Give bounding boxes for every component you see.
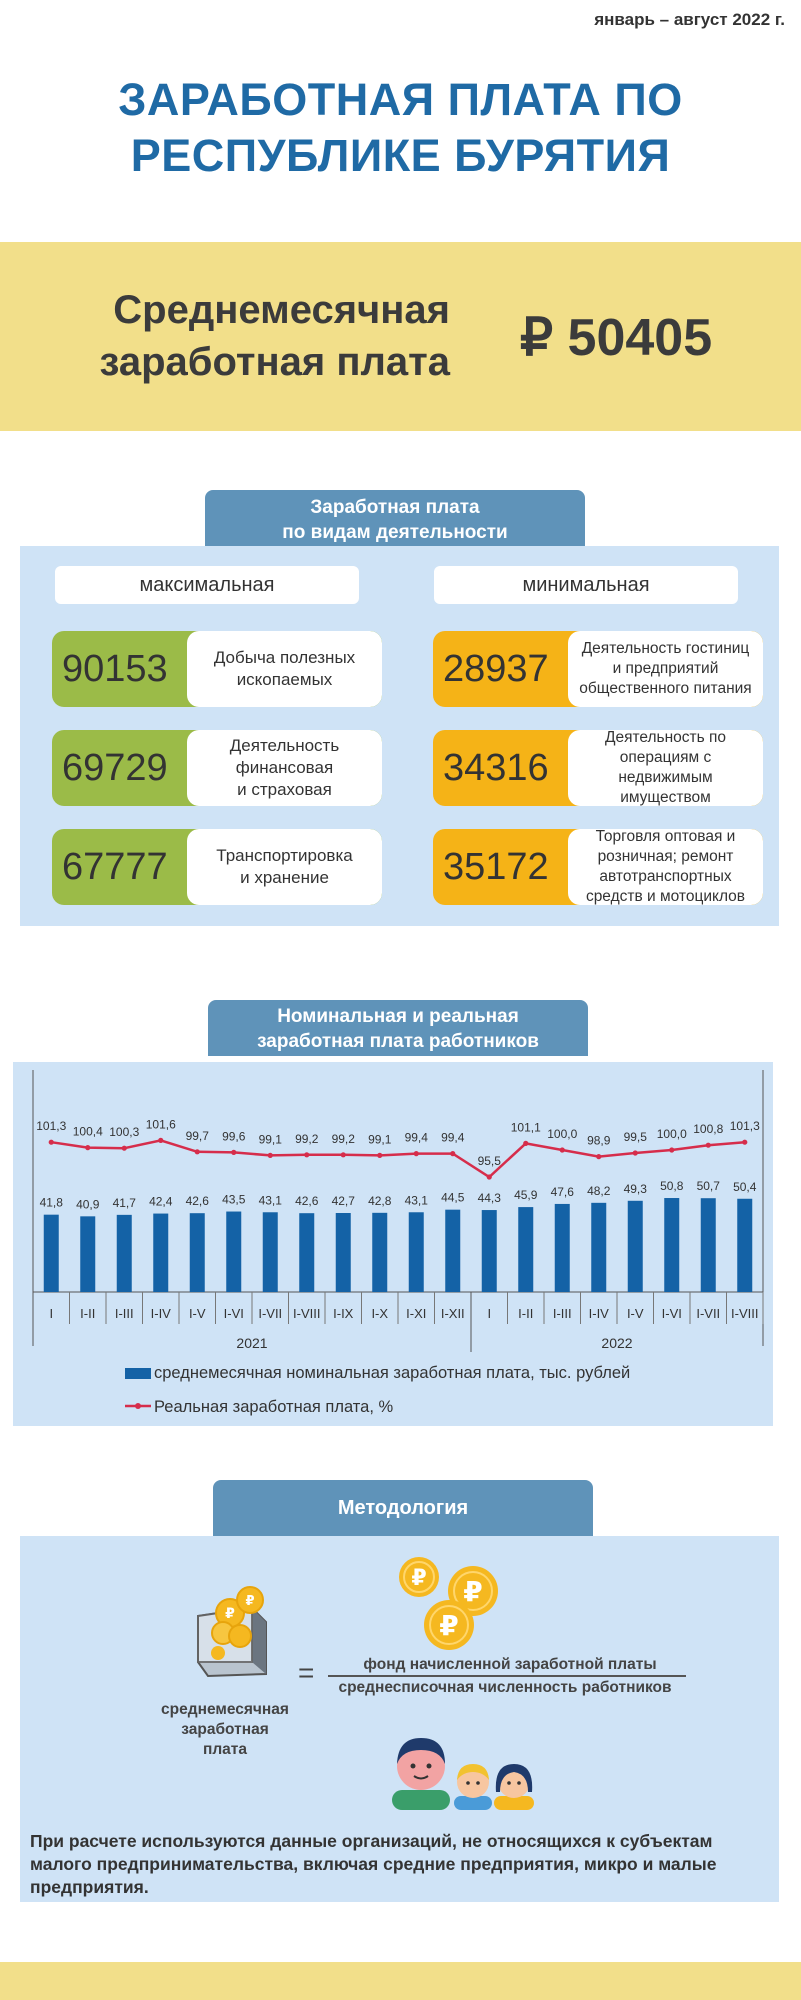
x-tick-label: I-II <box>80 1306 96 1321</box>
x-tick-label: I-X <box>371 1306 389 1321</box>
activity-tab-line2: по видам деятельности <box>282 522 508 543</box>
real-wage-point <box>669 1147 674 1152</box>
nominal-wage-bar <box>336 1213 351 1292</box>
max-salary-activity <box>187 631 382 707</box>
salary-chart <box>13 1062 773 1426</box>
chart-tab-line2: заработная плата работников <box>257 1031 539 1052</box>
x-tick-label: I-IV <box>150 1306 171 1321</box>
equals-sign: = <box>298 1657 315 1688</box>
svg-text:₽: ₽ <box>411 1566 427 1591</box>
activity-text-line: Транспортировка <box>216 846 353 865</box>
average-salary-label-line1: Среднемесячная <box>113 288 450 332</box>
x-tick-label: I-XII <box>440 1306 465 1321</box>
nominal-wage-label: 50,4 <box>733 1179 757 1194</box>
nominal-wage-bar <box>117 1215 132 1292</box>
page-title <box>0 72 801 184</box>
activity-text-line: Деятельность <box>229 736 340 755</box>
real-wage-label: 99,7 <box>185 1128 209 1143</box>
chart-tab-line1: Номинальная и реальная <box>277 1006 519 1027</box>
nominal-wage-label: 50,8 <box>660 1179 684 1194</box>
real-wage-label: 100,0 <box>547 1127 578 1141</box>
nominal-wage-bar <box>226 1212 241 1292</box>
nominal-wage-bar <box>409 1212 424 1292</box>
nominal-wage-bar <box>628 1201 643 1292</box>
methodology-tab: Методология <box>213 1480 593 1536</box>
legend-line-label: Реальная заработная плата, % <box>154 1398 394 1416</box>
x-tick-label: I-VII <box>696 1306 721 1321</box>
real-wage-point <box>414 1151 419 1156</box>
real-wage-label: 101,3 <box>36 1119 67 1134</box>
real-wage-label: 101,1 <box>510 1120 541 1135</box>
real-wage-point <box>706 1143 711 1148</box>
min-salary-card <box>433 730 763 806</box>
average-salary-label <box>50 284 450 388</box>
activity-text-line: Добыча полезных <box>213 648 356 667</box>
min-salary-activity <box>568 730 763 806</box>
nominal-wage-bar <box>445 1210 460 1292</box>
max-column-header: максимальная <box>55 566 359 604</box>
activity-text-line: общественного питания <box>579 680 752 697</box>
x-tick-label: I-V <box>626 1306 644 1321</box>
real-wage-point <box>377 1153 382 1158</box>
real-wage-point <box>304 1152 309 1157</box>
nominal-wage-label: 42,8 <box>368 1193 392 1208</box>
activity-text-line: и хранение <box>240 868 329 887</box>
activity-text-line: средств и мотоциклов <box>585 888 746 905</box>
real-wage-label: 99,2 <box>295 1131 319 1146</box>
nominal-wage-bar <box>44 1215 59 1292</box>
legend-bar-label: среднемесячная номинальная заработная плата, тыс. рублей <box>154 1364 631 1382</box>
min-column-header: минимальная <box>434 566 738 604</box>
nominal-wage-label: 44,5 <box>441 1190 465 1205</box>
nominal-wage-label: 47,6 <box>550 1184 574 1199</box>
legend-bar-swatch <box>125 1368 151 1379</box>
x-tick-label: I <box>49 1306 54 1321</box>
activity-text-line: операциям с <box>619 749 712 766</box>
svg-text:₽: ₽ <box>439 1609 459 1642</box>
max-salary-value: 69729 <box>62 747 168 789</box>
max-salary-card <box>52 730 382 806</box>
nominal-wage-bar <box>664 1198 679 1292</box>
min-salary-card <box>433 829 763 905</box>
ruble-coins-icon <box>395 1553 505 1653</box>
nominal-wage-bar <box>80 1216 95 1292</box>
x-tick-label: I <box>487 1306 492 1321</box>
real-wage-point <box>560 1147 565 1152</box>
activity-text-line: и страховая <box>237 780 332 799</box>
formula-denominator: среднесписочная численность работников <box>338 1679 672 1696</box>
x-tick-label: I-V <box>188 1306 206 1321</box>
nominal-wage-label: 42,4 <box>149 1194 173 1209</box>
workers-icon <box>390 1726 540 1810</box>
real-wage-label: 99,4 <box>404 1130 428 1145</box>
real-wage-label: 100,0 <box>656 1127 687 1141</box>
real-wage-label: 101,6 <box>145 1117 176 1132</box>
avg-caption-line1: среднемесячная <box>161 1701 289 1718</box>
real-wage-label: 99,5 <box>623 1130 647 1144</box>
nominal-wage-label: 44,3 <box>477 1191 501 1206</box>
real-wage-point <box>341 1152 346 1157</box>
nominal-wage-label: 41,8 <box>39 1195 63 1210</box>
real-wage-point <box>633 1150 638 1155</box>
activity-section-tab <box>205 490 585 546</box>
activity-text-line: розничная; ремонт <box>597 848 734 865</box>
real-wage-point <box>523 1141 528 1146</box>
legend-line-marker <box>135 1403 141 1409</box>
real-wage-label: 99,1 <box>368 1132 392 1147</box>
max-salary-activity <box>187 829 382 905</box>
page-title-line1: ЗАРАБОТНАЯ ПЛАТА ПО <box>118 74 683 125</box>
nominal-wage-bar <box>482 1210 497 1292</box>
real-wage-label: 101,3 <box>729 1119 760 1134</box>
nominal-wage-label: 43,1 <box>404 1193 428 1208</box>
x-tick-label: I-VI <box>223 1306 244 1321</box>
nominal-wage-label: 50,7 <box>696 1179 720 1194</box>
x-tick-label: I-III <box>114 1306 134 1321</box>
real-wage-point <box>268 1153 273 1158</box>
x-tick-label: I-VIII <box>731 1306 759 1321</box>
max-salary-activity <box>187 730 382 806</box>
avg-caption-line3: плата <box>202 1741 248 1758</box>
real-wage-point <box>85 1145 90 1150</box>
nominal-wage-label: 43,1 <box>258 1193 282 1208</box>
x-tick-label: I-VII <box>258 1306 283 1321</box>
nominal-wage-label: 45,9 <box>514 1188 538 1203</box>
min-salary-value: 28937 <box>443 648 549 690</box>
average-salary-caption <box>150 1700 300 1760</box>
nominal-wage-bar <box>737 1199 752 1292</box>
nominal-wage-bar <box>591 1203 606 1292</box>
svg-text:₽: ₽ <box>245 1594 255 1609</box>
real-wage-line <box>51 1140 745 1177</box>
nominal-wage-label: 43,5 <box>222 1192 246 1207</box>
nominal-wage-label: 40,9 <box>76 1197 100 1212</box>
activity-text-line: имуществом <box>620 789 711 806</box>
nominal-wage-bar <box>555 1204 570 1292</box>
svg-text:₽: ₽ <box>463 1575 483 1608</box>
real-wage-point <box>742 1140 747 1145</box>
nominal-wage-label: 42,7 <box>331 1194 355 1209</box>
svg-text:₽: ₽ <box>225 1606 235 1622</box>
min-salary-value: 34316 <box>443 747 549 789</box>
real-wage-point <box>122 1146 127 1151</box>
avg-caption-line2: заработная <box>181 1721 269 1738</box>
formula-fraction-line <box>328 1675 686 1677</box>
real-wage-point <box>158 1138 163 1143</box>
x-tick-label: I-VIII <box>293 1306 321 1321</box>
real-wage-label: 99,4 <box>441 1130 465 1145</box>
min-salary-activity <box>568 829 763 905</box>
max-salary-card <box>52 829 382 905</box>
real-wage-point <box>596 1154 601 1159</box>
real-wage-point <box>450 1151 455 1156</box>
real-wage-label: 98,9 <box>587 1133 611 1148</box>
bottom-band <box>0 1962 801 2000</box>
nominal-wage-bar <box>263 1212 278 1292</box>
activity-text-line: Деятельность по <box>604 730 727 746</box>
nominal-wage-bar <box>372 1213 387 1292</box>
min-salary-activity <box>568 631 763 707</box>
methodology-note <box>30 1830 772 1899</box>
activity-tab-line1: Заработная плата <box>310 497 480 518</box>
formula-numerator: фонд начисленной заработной платы <box>363 1656 657 1673</box>
nominal-wage-label: 42,6 <box>185 1194 209 1209</box>
activity-text-line: недвижимым <box>618 769 713 786</box>
nominal-wage-label: 41,7 <box>112 1195 136 1210</box>
activity-text-line: и предприятий <box>612 660 719 677</box>
note-line2: малого предпринимательства, включая средние предприятия, микро и малые <box>30 1854 717 1874</box>
real-wage-point <box>487 1174 492 1179</box>
year-label: 2022 <box>601 1335 633 1351</box>
year-label: 2021 <box>236 1335 268 1351</box>
x-tick-label: I-IV <box>588 1306 609 1321</box>
real-wage-point <box>231 1150 236 1155</box>
note-line1: При расчете используются данные организаций, не относящихся к субъектам <box>30 1831 713 1851</box>
real-wage-label: 95,5 <box>477 1154 501 1168</box>
x-tick-label: I-VI <box>661 1306 682 1321</box>
nominal-wage-bar <box>701 1198 716 1292</box>
activity-text-line: финансовая <box>235 758 334 777</box>
real-wage-label: 100,4 <box>72 1124 103 1139</box>
average-salary-value: ₽ 50405 <box>520 309 713 367</box>
min-salary-value: 35172 <box>443 846 549 888</box>
real-wage-label: 99,6 <box>222 1129 246 1144</box>
period-label: январь – август 2022 г. <box>594 10 785 29</box>
real-wage-point <box>195 1149 200 1154</box>
activity-text-line: ископаемых <box>236 670 333 689</box>
x-tick-label: I-XI <box>406 1306 427 1321</box>
nominal-wage-bar <box>153 1214 168 1292</box>
real-wage-label: 100,3 <box>109 1125 140 1140</box>
nominal-wage-label: 48,2 <box>587 1183 611 1198</box>
nominal-wage-bar <box>299 1213 314 1292</box>
nominal-wage-label: 42,6 <box>295 1194 319 1209</box>
average-salary-label-line2: заработная плата <box>99 340 450 384</box>
activity-text-line: Деятельность гостиниц <box>581 640 750 657</box>
nominal-wage-bar <box>518 1207 533 1292</box>
max-salary-card <box>52 631 382 707</box>
activity-text-line: Торговля оптовая и <box>595 829 736 845</box>
x-tick-label: I-II <box>518 1306 534 1321</box>
x-tick-label: I-IX <box>333 1306 354 1321</box>
real-wage-point <box>49 1140 54 1145</box>
activity-text-line: автотранспортных <box>599 868 732 885</box>
min-salary-card <box>433 631 763 707</box>
note-line3: предприятия. <box>30 1877 149 1897</box>
wallet-coins-icon <box>190 1578 280 1678</box>
real-wage-label: 99,2 <box>331 1131 355 1146</box>
nominal-wage-label: 49,3 <box>623 1181 647 1196</box>
nominal-wage-bar <box>190 1213 205 1292</box>
chart-section-tab <box>208 1000 588 1056</box>
max-salary-value: 67777 <box>62 846 168 888</box>
page-title-line2: РЕСПУБЛИКЕ БУРЯТИЯ <box>130 130 671 181</box>
real-wage-label: 100,8 <box>693 1122 724 1137</box>
x-tick-label: I-III <box>552 1306 572 1321</box>
real-wage-label: 99,1 <box>258 1132 282 1147</box>
max-salary-value: 90153 <box>62 648 168 690</box>
